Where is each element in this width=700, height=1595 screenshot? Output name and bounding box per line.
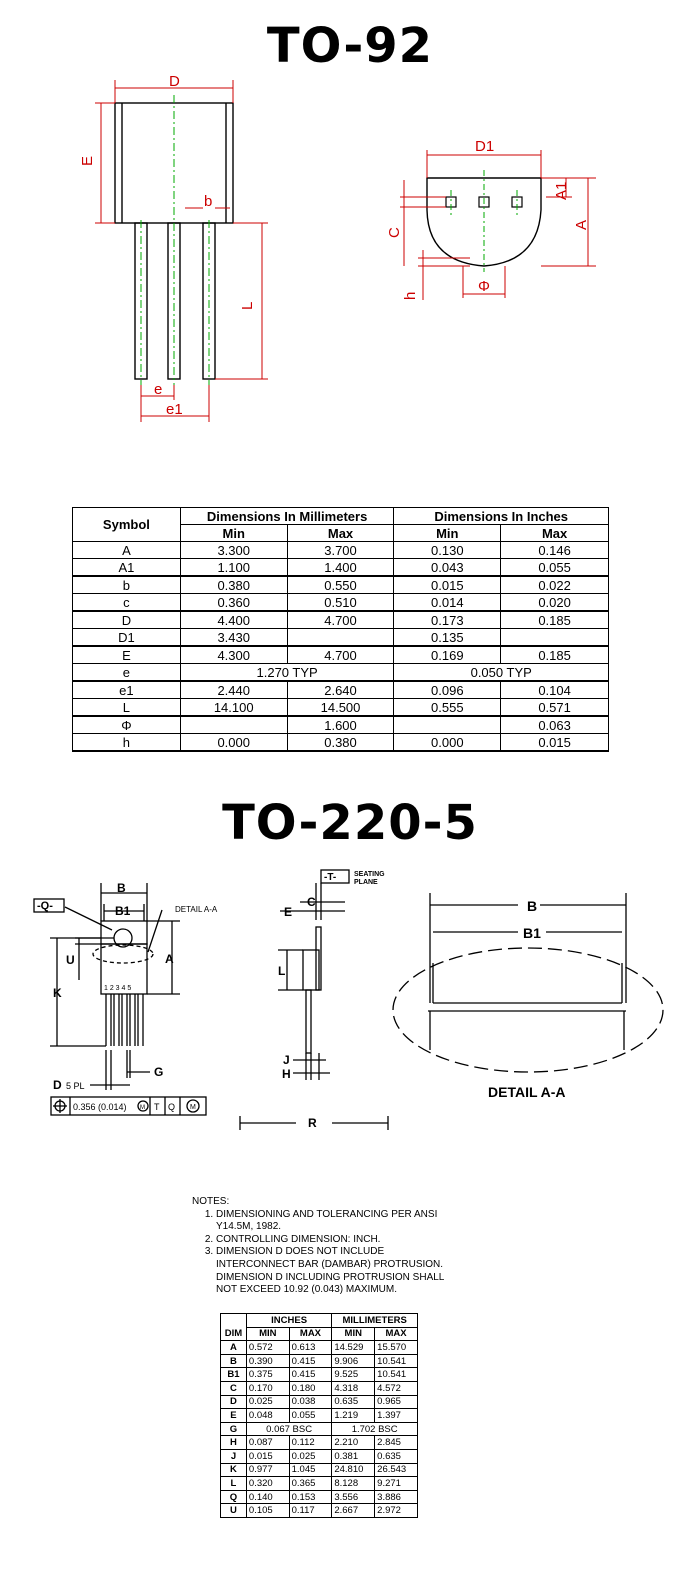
table-row: b 0.380 0.550 0.015 0.022 [73, 576, 609, 594]
table-row: h 0.000 0.380 0.000 0.015 [73, 734, 609, 752]
table-row: Q 0.140 0.153 3.556 3.886 [221, 1490, 418, 1504]
to220-detail-ref: DETAIL A-A [175, 905, 218, 914]
mm-header: Dimensions In Millimeters [180, 508, 394, 525]
in-min-header: Min [394, 525, 501, 542]
to220-label-5pl: 5 PL [66, 1081, 85, 1091]
mm-header: MILLIMETERS [332, 1314, 418, 1328]
table-row: L 0.320 0.365 8.128 9.271 [221, 1477, 418, 1491]
to220-label-U: U [66, 953, 75, 967]
to220-label-B: B [117, 881, 126, 895]
to220-label-B1: B1 [115, 904, 131, 918]
to220-fcf-tolerance: 0.356 (0.014) [73, 1102, 127, 1112]
to220-label-L: L [278, 964, 286, 978]
to220-label-G: G [154, 1065, 164, 1079]
to92-label-E: E [79, 155, 96, 166]
to220-fcf-m2: M [190, 1104, 196, 1111]
table-row: A 0.572 0.613 14.529 15.570 [221, 1341, 418, 1355]
dim-header: DIM [221, 1327, 247, 1341]
mm-min-header: Min [180, 525, 287, 542]
to92-label-L: L [239, 301, 256, 310]
to220-fcf-T: T [154, 1102, 160, 1112]
table-row: L 14.100 14.500 0.555 0.571 [73, 699, 609, 717]
to220-label-Q: -Q- [37, 900, 53, 912]
table-row: C 0.170 0.180 4.318 4.572 [221, 1381, 418, 1395]
notes-heading: NOTES: [192, 1196, 230, 1207]
inches-header: INCHES [246, 1314, 331, 1328]
note-item: 2. CONTROLLING DIMENSION: INCH. [216, 1234, 462, 1247]
table-row: e 1.270 TYP 0.050 TYP [73, 664, 609, 682]
in-min-header: MIN [246, 1327, 289, 1341]
to220-title: TO-220-5 [222, 795, 478, 851]
to220-notes [192, 1196, 462, 1297]
table-row: D 4.400 4.700 0.173 0.185 [73, 611, 609, 629]
to92-label-A: A [573, 219, 590, 230]
table-row: B1 0.375 0.415 9.525 10.541 [221, 1368, 418, 1382]
table-row: E 4.300 4.700 0.169 0.185 [73, 646, 609, 664]
to92-label-e1: e1 [166, 401, 183, 418]
symbol-header: Symbol [73, 508, 181, 542]
table-row: E 0.048 0.055 1.219 1.397 [221, 1409, 418, 1423]
to220-label-H: H [282, 1067, 291, 1081]
table-row: U 0.105 0.117 2.667 2.972 [221, 1504, 418, 1518]
to92-label-h: h [402, 291, 419, 300]
table-row: B 0.390 0.415 9.906 10.541 [221, 1354, 418, 1368]
mm-min-header: MIN [332, 1327, 375, 1341]
to92-label-D: D [169, 73, 180, 90]
mm-max-header: Max [287, 525, 394, 542]
table-row: c 0.360 0.510 0.014 0.020 [73, 594, 609, 612]
to220-fcf-Q: Q [168, 1102, 176, 1112]
to220-label-plane: PLANE [354, 879, 378, 886]
inches-header: Dimensions In Inches [394, 508, 609, 525]
to92-title: TO-92 [266, 18, 434, 74]
table-row: J 0.015 0.025 0.381 0.635 [221, 1449, 418, 1463]
to220-label-A: A [165, 952, 174, 966]
detail-title: DETAIL A-A [488, 1084, 566, 1100]
to220-label-E: E [284, 905, 293, 919]
to220-label-seating: SEATING [354, 871, 385, 878]
in-max-header: Max [501, 525, 609, 542]
mm-max-header: MAX [375, 1327, 418, 1341]
to92-label-e: e [154, 381, 163, 398]
to92-label-C: C [386, 227, 403, 238]
to220-label-J: J [283, 1053, 290, 1067]
to220-label-C: C [307, 895, 316, 909]
detail-label-B1: B1 [523, 925, 541, 941]
note-item: 3. DIMENSION D DOES NOT INCLUDE INTERCONNECT BAR (DAMBAR) PROTRUSION. DIMENSION D INCLUDING PROTRUSION SHALL NOT EXCEED 10.92 (0.043) MAXIMUM. [216, 1246, 462, 1296]
to220-label-T: -T- [324, 872, 337, 883]
table-row: D 0.025 0.038 0.635 0.965 [221, 1395, 418, 1409]
table-row: D1 3.430 0.135 [73, 629, 609, 647]
table-row: K 0.977 1.045 24.810 26.543 [221, 1463, 418, 1477]
to92-label-b: b [204, 193, 213, 210]
to220-fcf-m1: M [140, 1105, 145, 1111]
table-row: H 0.087 0.112 2.210 2.845 [221, 1436, 418, 1450]
to92-label-A1: A1 [553, 181, 570, 200]
note-item: 1. DIMENSIONING AND TOLERANCING PER ANSI Y14.5M, 1982. [216, 1209, 462, 1234]
table-row: e1 2.440 2.640 0.096 0.104 [73, 681, 609, 699]
to220-label-R: R [308, 1116, 317, 1130]
to92-label-D1: D1 [475, 138, 495, 155]
to220-label-D: D [53, 1078, 62, 1092]
table-row: Φ 1.600 0.063 [73, 716, 609, 734]
to220-dimension-table [220, 1313, 418, 1518]
to92-label-phi: Φ [478, 278, 490, 295]
in-max-header: MAX [289, 1327, 332, 1341]
table-row: A 3.300 3.700 0.130 0.146 [73, 542, 609, 559]
table-row: A1 1.100 1.400 0.043 0.055 [73, 559, 609, 577]
to220-label-K: K [53, 986, 62, 1000]
detail-label-B: B [527, 898, 538, 914]
table-row: G 0.067 BSC 1.702 BSC [221, 1422, 418, 1436]
to220-pin-numbers: 1 2 3 4 5 [104, 985, 132, 992]
